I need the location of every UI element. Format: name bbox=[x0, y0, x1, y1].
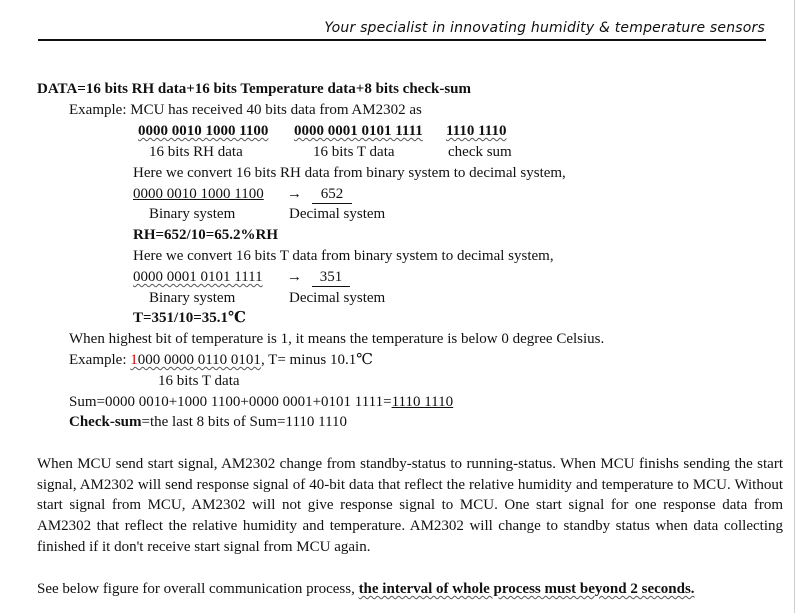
communication-paragraph: When MCU send start signal, AM2302 change from standby-status to running-status. When MCU finishs sending the start signal, AM2302 will send response signal of 40-bit data that reflect the relative humidity and temperature to MCU. Without start signal from MCU, AM2302 will not give response signal to MCU. One start signal for one response data from AM2302 that reflect the relative humidity and temperature. AM2302 will change to standby status when data collecting finished if it don't receive start signal from MCU again. bbox=[37, 456, 783, 555]
sign-bit: 1 bbox=[130, 352, 138, 368]
negative-example: Example: 1000 0000 0110 0101, T= minus 10.1℃ bbox=[69, 352, 373, 368]
checksum-label: check sum bbox=[448, 144, 512, 160]
rh-convert-text: Here we convert 16 bits RH data from binary system to decimal system, bbox=[133, 165, 566, 181]
figure-note: See below figure for overall communication process, the interval of whole process must beyond 2 seconds. bbox=[37, 581, 695, 597]
sum-line: Sum=0000 0010+1000 1100+0000 0001+0101 1111=1110 1110 bbox=[69, 394, 454, 410]
page-edge-line bbox=[794, 0, 795, 613]
rh-bits: 0000 0010 1000 1100 bbox=[138, 123, 269, 139]
t-bits-label: 16 bits T data bbox=[313, 144, 395, 160]
t-decimal: 351 bbox=[312, 268, 350, 287]
t-bits: 0000 0001 0101 1111 bbox=[294, 123, 423, 139]
header-tagline: Your specialist in innovating humidity & temperature sensors bbox=[324, 20, 765, 36]
t-result: T=351/10=35.1℃ bbox=[133, 310, 246, 326]
data-format-title: DATA=16 bits RH data+16 bits Temperature data+8 bits check-sum bbox=[37, 81, 471, 97]
rh-bits-label: 16 bits RH data bbox=[149, 144, 243, 160]
negative-bits-label: 16 bits T data bbox=[158, 373, 240, 389]
t-decimal-label: Decimal system bbox=[289, 290, 386, 306]
arrow-icon: → bbox=[287, 269, 302, 285]
interval-requirement: the interval of whole process must beyond 2 seconds. bbox=[358, 581, 695, 597]
example-intro: Example: MCU has received 40 bits data from AM2302 as bbox=[69, 102, 422, 118]
rh-result: RH=652/10=65.2%RH bbox=[133, 227, 279, 243]
rh-binary: 0000 0010 1000 1100 bbox=[133, 186, 264, 202]
checksum-line: Check-sum=the last 8 bits of Sum=1110 1110 bbox=[69, 414, 348, 430]
rh-decimal-label: Decimal system bbox=[289, 206, 386, 222]
checksum-bits: 1110 1110 bbox=[446, 123, 507, 139]
negative-temperature-note: When highest bit of temperature is 1, it means the temperature is below 0 degree Celsius. bbox=[69, 331, 605, 347]
t-convert-text: Here we convert 16 bits T data from binary system to decimal system, bbox=[133, 248, 554, 264]
t-binary-label: Binary system bbox=[149, 290, 236, 306]
t-binary: 0000 0001 0101 1111 bbox=[133, 269, 263, 285]
rh-binary-label: Binary system bbox=[149, 206, 236, 222]
rh-decimal: 652 bbox=[312, 185, 352, 204]
header-rule bbox=[38, 39, 766, 41]
arrow-icon: → bbox=[287, 186, 302, 202]
